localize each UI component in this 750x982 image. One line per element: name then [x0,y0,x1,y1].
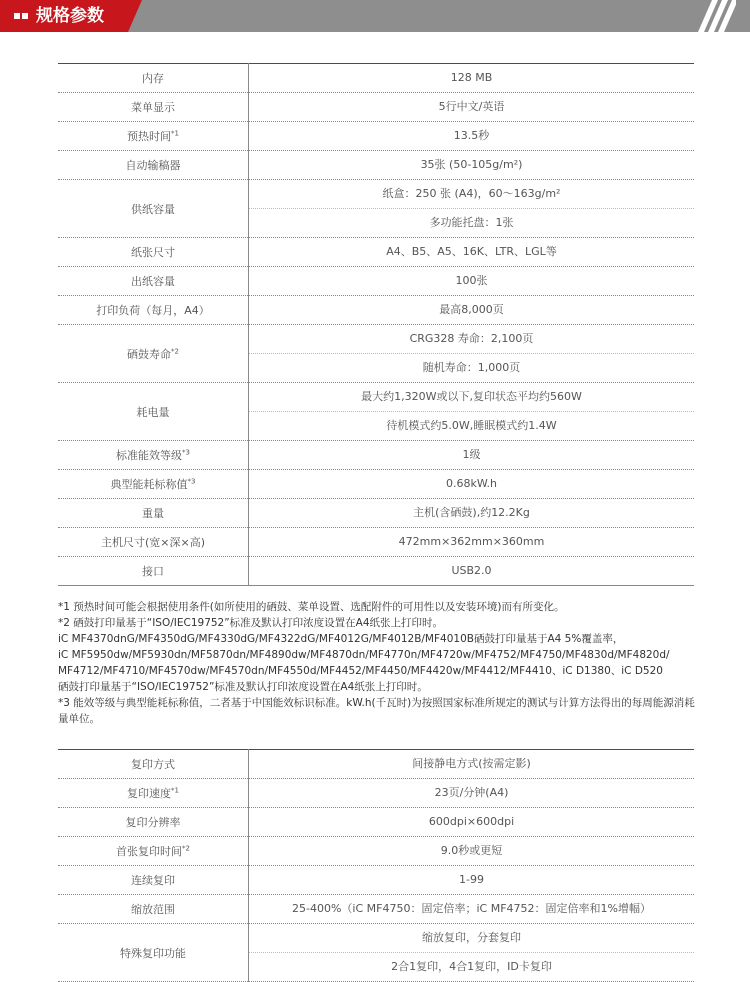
spec-table-general [58,63,694,586]
spec-value-line: 5行中文/英语 [438,100,505,113]
spec-row [58,557,694,586]
spec-value [249,122,695,151]
spec-label [58,267,249,296]
spec-value [249,750,695,779]
spec-value-line: CRG328 寿命：2,100页 [409,332,534,345]
spec-label [58,779,249,808]
square-bullet-icon [14,13,20,19]
spec-label-text: 耗电量 [136,405,170,419]
section-header [0,0,750,32]
spec-value [249,866,695,895]
spec-value-line: 13.5秒 [453,129,490,142]
spec-value-line: 128 MB [450,71,493,84]
spec-label-text: 缩放范围 [131,903,175,916]
spec-value [249,296,695,325]
spec-label-text: 纸张尺寸 [131,246,175,259]
spec-label [58,750,249,779]
spec-row [58,383,694,441]
spec-label [58,325,249,383]
spec-value-line: 最高8,000页 [439,303,504,316]
spec-row [58,122,694,151]
section-title: 规格参数 [36,6,104,26]
spec-value [249,180,695,238]
spec-value-line: 1级 [462,448,481,461]
footnote-line: *2 硒鼓打印量基于“ISO/IEC19752”标准及默认打印浓度设置在A4纸张上打印时。 [58,617,444,629]
spec-value [249,837,695,866]
spec-value [249,557,695,586]
spec-label [58,180,249,238]
footnote-marker: *1 [171,786,179,795]
spec-value [249,808,695,837]
spec-value-line: 600dpi×600dpi [428,815,515,828]
spec-label-text: 主机尺寸(宽×深×高) [100,536,206,549]
footnote-marker: *1 [171,129,179,138]
spec-label-text: 特殊复印功能 [120,946,186,960]
square-bullet-icon [22,13,28,19]
section-title-block [0,0,128,32]
spec-value [249,64,695,93]
spec-row [58,499,694,528]
spec-label [58,383,249,441]
spec-row [58,64,694,93]
footnote-line: *1 预热时间可能会根据使用条件(如所使用的硒鼓、菜单设置、选配附件的可用性以及安装环境)而有所变化。 [58,601,565,613]
footnote-line: MF4712/MF4710/MF4570dw/MF4570dn/MF4550d/MF4452/MF4450/MF4420w/MF4412/MF4410、iC D1380、iC D520 [58,665,663,677]
spec-row [58,837,694,866]
footnotes [58,599,698,727]
spec-value-line: 间接静电方式(按需定影) [412,757,531,770]
spec-label [58,528,249,557]
spec-row [58,895,694,924]
spec-value-line: 待机模式约5.0W,睡眠模式约1.4W [249,411,694,440]
spec-label [58,296,249,325]
spec-label [58,238,249,267]
spec-value [249,441,695,470]
spec-row [58,470,694,499]
spec-label-text: 首张复印时间 [116,845,183,858]
spec-row [58,750,694,779]
spec-row [58,325,694,383]
spec-row [58,238,694,267]
spec-value [249,383,695,441]
spec-label [58,122,249,151]
spec-label-text: 复印分辨率 [125,816,181,829]
spec-label-text: 连续复印 [131,874,175,887]
spec-value-line: A4、B5、A5、16K、LTR、LGL等 [386,245,557,258]
spec-value-line: 随机寿命：1,000页 [249,353,694,382]
spec-value [249,779,695,808]
spec-value [249,93,695,122]
spec-value-line: 25-400%（iC MF4750：固定倍率；iC MF4752：固定倍率和1%增幅） [292,902,651,915]
footnote-line: iC MF4370dnG/MF4350dG/MF4330dG/MF4322dG/MF4012G/MF4012B/MF4010B硒鼓打印量基于A4 5%覆盖率， [58,633,624,645]
spec-value-line: 主机(含硒鼓),约12.2Kg [413,506,530,519]
spec-label [58,557,249,586]
spec-label-text: 打印负荷（每月，A4） [96,304,210,317]
spec-label-text: 预热时间 [127,130,172,143]
spec-row [58,441,694,470]
spec-value [249,267,695,296]
spec-label-text: 硒鼓寿命 [127,347,172,361]
spec-row [58,267,694,296]
spec-row [58,528,694,557]
spec-value-line: 纸盒：250 张 (A4)，60～163g/m² [382,187,561,200]
spec-label-text: 内存 [142,72,164,85]
spec-label [58,93,249,122]
spec-value [249,528,695,557]
spec-row [58,866,694,895]
spec-row [58,151,694,180]
spec-label [58,470,249,499]
spec-value-line: 472mm×362mm×360mm [398,535,545,548]
footnote-marker: *3 [187,477,196,486]
spec-label-text: 典型能耗标称值 [110,478,188,491]
spec-value-line: 1-99 [459,873,484,886]
spec-label [58,151,249,180]
diagonal-stripes-icon [684,0,736,32]
spec-label [58,895,249,924]
footnote-marker: *2 [182,844,190,853]
spec-label [58,499,249,528]
spec-label-text: 自动输稿器 [125,159,181,172]
spec-row [58,93,694,122]
spec-value [249,470,695,499]
spec-value-line: 9.0秒或更短 [440,844,503,857]
spec-label [58,64,249,93]
spec-label [58,808,249,837]
title-wedge [128,0,142,32]
spec-value [249,238,695,267]
spec-label-text: 复印速度 [127,787,172,800]
spec-value-line: 0.68kW.h [446,477,497,490]
spec-value-line: 35张 (50-105g/m²) [420,158,523,171]
spec-label [58,837,249,866]
spec-row [58,808,694,837]
spec-label-text: 重量 [142,507,164,520]
spec-table-copy [58,749,694,982]
spec-value-line: 23页/分钟(A4) [434,786,509,799]
spec-label-text: 接口 [142,565,164,578]
spec-value-line: 100张 [455,274,488,287]
footnote-line: 硒鼓打印量基于“ISO/IEC19752”标准及默认打印浓度设置在A4纸张上打印时。 [58,681,428,693]
spec-label-text: 标准能效等级 [116,449,183,462]
spec-value-line: 2合1复印，4合1复印，ID卡复印 [249,952,694,981]
spec-label-text: 供纸容量 [131,202,175,216]
spec-value-line: 多功能托盘：1张 [249,208,694,237]
spec-row [58,779,694,808]
spec-value [249,895,695,924]
footnote-line: *3 能效等级与典型能耗标称值，二者基于中国能效标识标准。kW.h(千瓦时)为按照国家标准所规定的测试与计算方法得出的每周能源消耗量单位。 [58,697,695,725]
spec-label-text: 菜单显示 [131,101,175,114]
spec-value-line: 缩放复印，分套复印 [422,931,521,944]
spec-value-line: USB2.0 [451,564,492,577]
footnote-line: iC MF5950dw/MF5930dn/MF5870dn/MF4890dw/MF4870dn/MF4770n/MF4720w/MF4752/MF4750/MF4830d/MF4820d/ [58,649,670,661]
spec-value-line: 最大约1,320W或以下,复印状态平均约560W [361,390,582,403]
spec-value [249,924,695,982]
spec-label-text: 出纸容量 [131,275,175,288]
spec-value [249,151,695,180]
spec-label [58,924,249,982]
spec-label [58,866,249,895]
spec-row [58,924,694,982]
footnote-marker: *3 [182,448,190,457]
spec-row [58,180,694,238]
spec-value [249,325,695,383]
spec-value [249,499,695,528]
footnote-marker: *2 [171,346,179,355]
spec-label [58,441,249,470]
spec-row [58,296,694,325]
spec-label-text: 复印方式 [131,758,175,771]
